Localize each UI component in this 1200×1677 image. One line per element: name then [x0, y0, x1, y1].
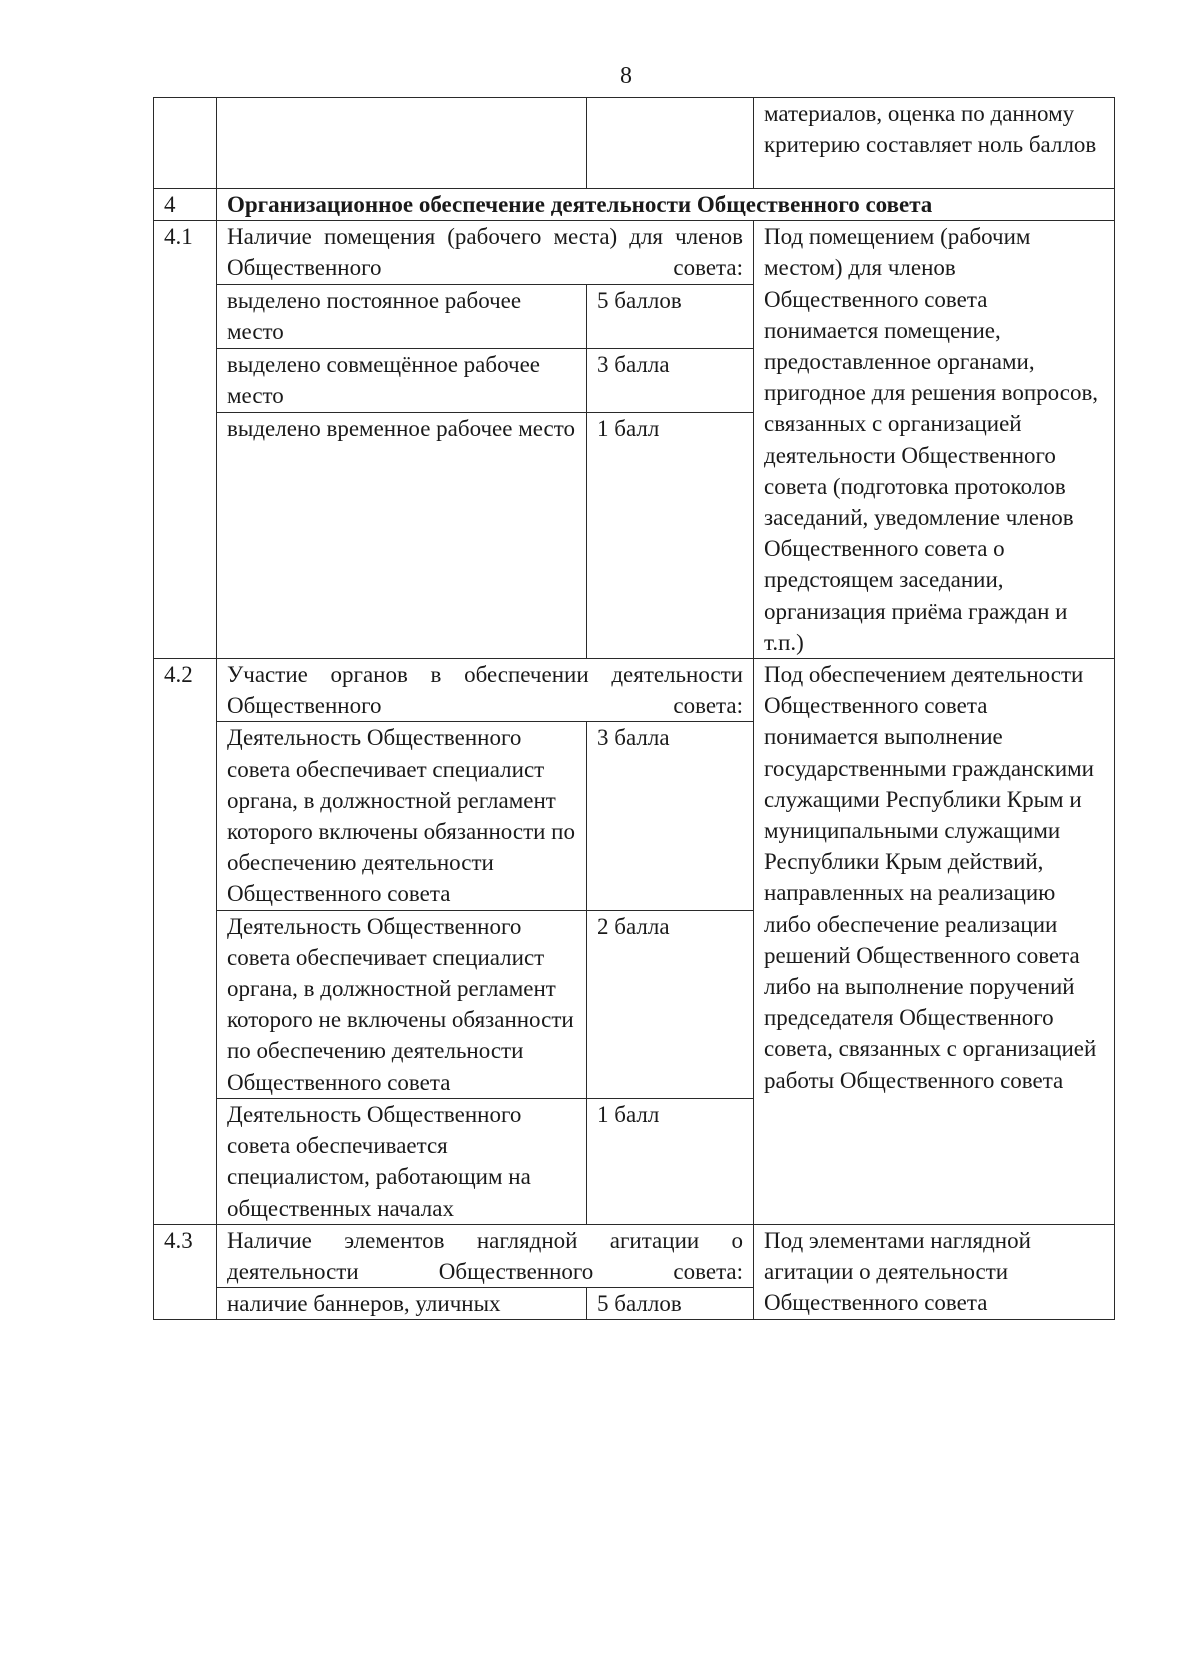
note-text: материалов, оценка по данному критерию составляет ноль баллов [764, 101, 1097, 158]
item-header: Наличие элементов наглядной агитации о деятельности Общественного совета: [217, 1224, 754, 1287]
table-row [154, 98, 1115, 189]
table-row [154, 659, 1115, 722]
item-number: 4.2 [154, 659, 217, 1225]
option-score: 2 балла [587, 910, 754, 1098]
section-number: 4 [154, 189, 217, 221]
option-text: наличие баннеров, уличных [217, 1288, 587, 1320]
option-text: Деятельность Общественного совета обеспечивается специалистом, работающим на общественных началах [217, 1098, 587, 1224]
item-note: Под элементами наглядной агитации о деятельности Общественного совета [754, 1224, 1115, 1320]
table-row [154, 221, 1115, 285]
item-header: Участие органов в обеспечении деятельности Общественного совета: [217, 659, 754, 722]
section-row [154, 189, 1115, 221]
option-text: выделено временное рабочее место [217, 413, 587, 659]
note-cell [754, 98, 1115, 189]
option-score: 5 баллов [587, 285, 754, 349]
option-text: выделено постоянное рабочее место [217, 285, 587, 349]
section-title: Организационное обеспечение деятельности Общественного совета [217, 189, 1115, 221]
criterion-cell [217, 98, 587, 189]
option-text: выделено совмещённое рабочее место [217, 349, 587, 413]
option-text: Деятельность Общественного совета обеспечивает специалист органа, в должностной регламент которого не включены обязанности по обеспечению деятельности Общественного совета [217, 910, 587, 1098]
page-number: 8 [620, 63, 632, 89]
criteria-table [153, 97, 1115, 1320]
option-score: 5 баллов [587, 1288, 754, 1320]
table-row [154, 1224, 1115, 1287]
score-cell [587, 98, 754, 189]
option-score: 3 балла [587, 349, 754, 413]
item-note: Под помещением (рабочим местом) для членов Общественного совета понимается помещение, предоставленное органами, пригодное для решения вопросов, связанных с организацией деятельности Общественного совета (подготовка протоколов заседаний, уведомление членов Общественного совета о предстоящем заседании, организация приёма граждан и т.п.) [754, 221, 1115, 659]
item-note: Под обеспечением деятельности Общественного совета понимается выполнение государственными гражданскими служащими Республики Крым и муниципальными служащими Республики Крым действий, направленных на реализацию либо обеспечение реализации решений Общественного совета либо на выполнение поручений председателя Общественного совета, связанных с организацией работы Общественного совета [754, 659, 1115, 1225]
item-number: 4.3 [154, 1224, 217, 1320]
item-number: 4.1 [154, 221, 217, 659]
number-cell [154, 98, 217, 189]
option-text: Деятельность Общественного совета обеспечивает специалист органа, в должностной регламент которого включены обязанности по обеспечению деятельности Общественного совета [217, 722, 587, 910]
option-score: 3 балла [587, 722, 754, 910]
option-score: 1 балл [587, 1098, 754, 1224]
option-score: 1 балл [587, 413, 754, 659]
item-header: Наличие помещения (рабочего места) для членов Общественного совета: [217, 221, 754, 285]
